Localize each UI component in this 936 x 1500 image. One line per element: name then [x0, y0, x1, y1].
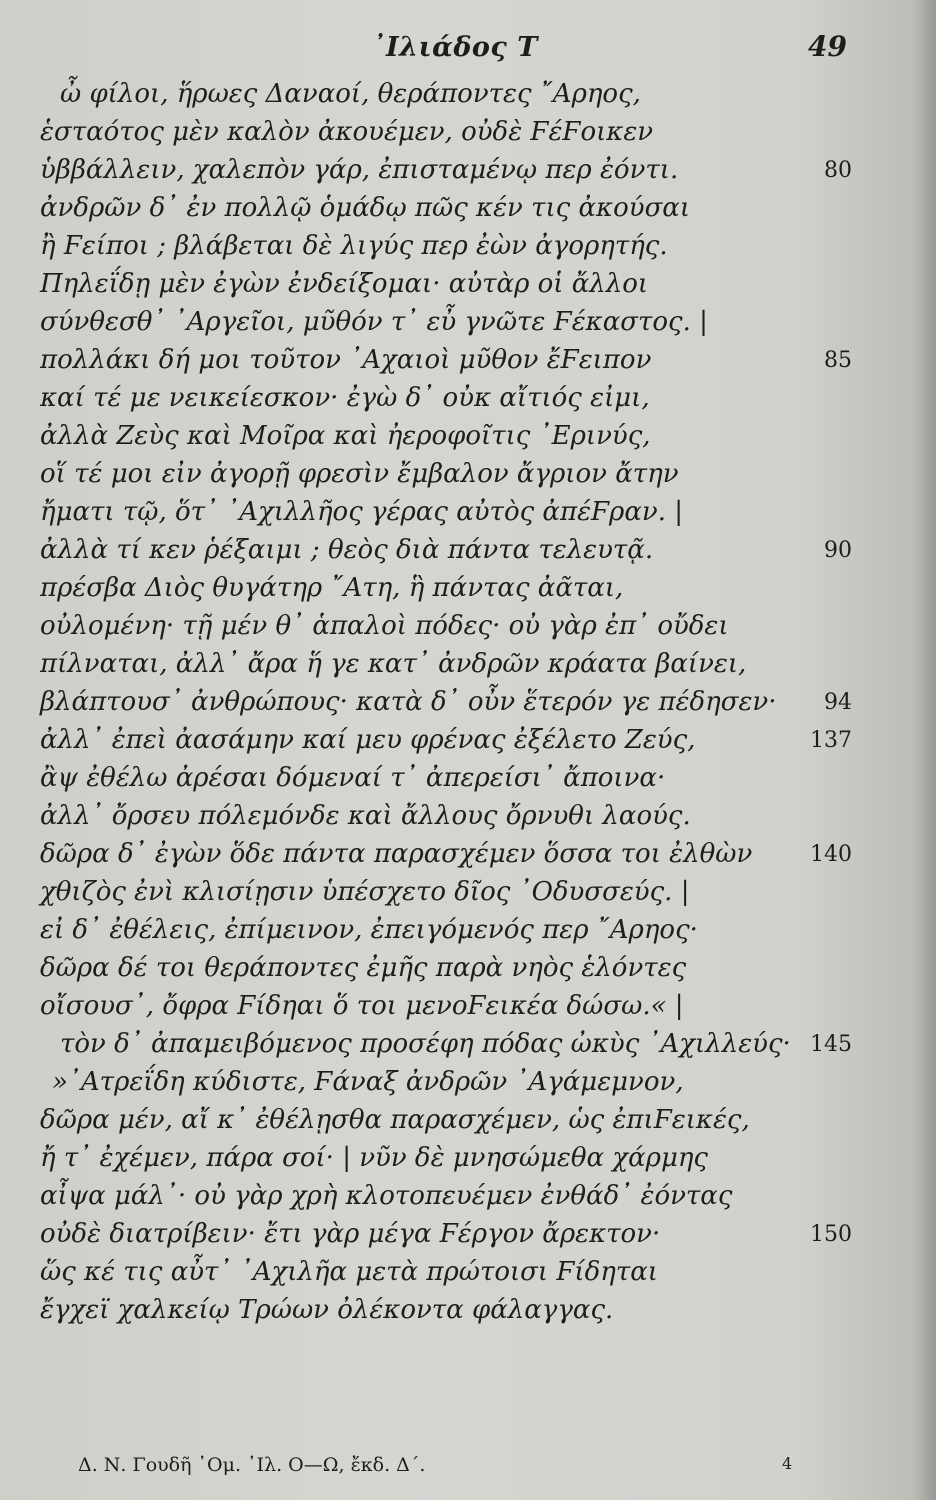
verse-text: καί τέ με νεικείεσκον· ἐγὼ δ᾿ οὐκ αἴτιός εἰμι, — [40, 383, 650, 413]
verse-text: σύνθεσθ᾿ ᾿Αργεῖοι, μῦθόν τ᾿ εὖ γνῶτε Ϝέκαστος. | — [40, 307, 708, 337]
verse-line — [0, 1138, 936, 1176]
verse-text: ἀλλὰ Ζεὺς καὶ Μοῖρα καὶ ἠεροφοῖτις ᾿Ερινύς, — [40, 421, 651, 451]
verse-text: ἑσταότος μὲν καλὸν ἀκουέμεν, οὐδὲ ϜέϜοικεν — [40, 117, 654, 147]
verse-text: οὐδὲ διατρίβειν· ἔτι γὰρ μέγα Ϝέργον ἄρεκτον· — [40, 1219, 661, 1249]
verse-line — [0, 150, 936, 188]
verse-line — [0, 796, 936, 834]
verse-line — [0, 302, 936, 340]
line-number: 90 — [824, 538, 852, 563]
line-number: 94 — [824, 690, 852, 715]
verse-line — [0, 568, 936, 606]
line-number: 85 — [824, 348, 852, 373]
verse-text: πίλναται, ἀλλ᾿ ἄρα ἥ γε κατ᾿ ἀνδρῶν κράατα βαίνει, — [40, 649, 747, 679]
verse-text: ἀλλ᾿ ὄρσευ πόλεμόνδε καὶ ἄλλους ὄρνυθι λαούς. — [40, 801, 691, 831]
verse-line — [0, 1214, 936, 1252]
running-head: ᾿Ιλιάδος Τ — [372, 32, 538, 63]
verse-text: ἢ Ϝείποι ; βλάβεται δὲ λιγύς περ ἐὼν ἀγορητής. — [40, 231, 668, 261]
verse-text: τὸν δ᾿ ἀπαμειβόμενος προσέφη πόδας ὠκὺς ᾿Αχιλλεύς· — [60, 1029, 791, 1059]
line-number: 140 — [810, 842, 852, 867]
footer-imprint: Δ. Ν. Γουδῆ ῾Ομ. ᾿Ιλ. Ο—Ω, ἔκδ. Δ΄. — [78, 1454, 426, 1476]
verse-text: δῶρα δ᾿ ἐγὼν ὅδε πάντα παρασχέμεν ὅσσα τοι ἐλθὼν — [40, 839, 753, 869]
verse-line — [0, 226, 936, 264]
verse-line — [0, 834, 936, 872]
verse-line — [0, 986, 936, 1024]
verse-line — [0, 910, 936, 948]
verse-text: οὐλομένη· τῇ μέν θ᾿ ἁπαλοὶ πόδες· οὐ γὰρ ἐπ᾿ οὔδει — [40, 611, 729, 641]
line-number: 137 — [810, 728, 852, 753]
verse-text: χθιζὸς ἐνὶ κλισίῃσιν ὑπέσχετο δῖος ᾿Οδυσσεύς. | — [40, 877, 690, 907]
verse-line — [0, 948, 936, 986]
page-header — [0, 28, 936, 68]
verse-line — [0, 264, 936, 302]
verse-line — [0, 720, 936, 758]
verse-text: ἔγχεϊ χαλκείῳ Τρώων ὀλέκοντα φάλαγγας. — [40, 1295, 614, 1325]
verse-text: »᾿Ατρεΐδη κύδιστε, Ϝάναξ ἀνδρῶν ᾿Αγάμεμνον, — [52, 1067, 684, 1097]
verse-text: ἀλλὰ τί κεν ῥέξαιμι ; θεὸς διὰ πάντα τελευτᾷ. — [40, 535, 654, 565]
verse-line — [0, 530, 936, 568]
verse-line — [0, 492, 936, 530]
verse-line — [0, 1176, 936, 1214]
verse-line — [0, 682, 936, 720]
verse-text: αἶψα μάλ᾿· οὐ γὰρ χρὴ κλοτοπευέμεν ἐνθάδ᾿ ἐόντας — [40, 1181, 733, 1211]
verse-line — [0, 1062, 936, 1100]
verse-line — [0, 644, 936, 682]
verse-text: ὑββάλλειν, χαλεπὸν γάρ, ἐπισταμένῳ περ ἐόντι. — [40, 155, 679, 185]
verse-line — [0, 1100, 936, 1138]
verse-text: πρέσβα Διὸς θυγάτηρ ῎Ατη, ἣ πάντας ἀᾶται, — [40, 573, 624, 603]
line-number: 150 — [810, 1222, 852, 1247]
verse-line — [0, 74, 936, 112]
verse-text: ὦ φίλοι, ἥρωες Δαναοί, θεράποντες ῎Αρηος, — [60, 79, 641, 109]
line-number: 80 — [824, 158, 852, 183]
verse-text: πολλάκι δή μοι τοῦτον ᾿Αχαιοὶ μῦθον ἔϜειπον — [40, 345, 652, 375]
page-number: 49 — [808, 30, 847, 63]
verse-line — [0, 758, 936, 796]
verse-text: ἂψ ἐθέλω ἀρέσαι δόμεναί τ᾿ ἀπερείσι᾿ ἄποινα· — [40, 763, 666, 793]
printer-signature: 4 — [782, 1454, 793, 1473]
verse-text: δῶρα δέ τοι θεράποντες ἐμῆς παρὰ νηὸς ἑλόντες — [40, 953, 687, 983]
verse-text: ὥς κέ τις αὖτ᾿ ᾿Αχιλῆα μετὰ πρώτοισι Ϝίδηται — [40, 1257, 658, 1287]
verse-line — [0, 872, 936, 910]
verse-text: ἤ τ᾿ ἐχέμεν, πάρα σοί· | νῦν δὲ μνησώμεθα χάρμης — [40, 1143, 708, 1173]
verse-text: βλάπτουσ᾿ ἀνθρώπους· κατὰ δ᾿ οὖν ἕτερόν γε πέδησεν· — [40, 687, 777, 717]
verse-text: δῶρα μέν, αἴ κ᾿ ἐθέλῃσθα παρασχέμεν, ὡς ἐπιϜεικές, — [40, 1105, 750, 1135]
verse-text: εἰ δ᾿ ἐθέλεις, ἐπίμεινον, ἐπειγόμενός περ ῎Αρηος· — [40, 915, 698, 945]
page-footer — [0, 1450, 936, 1486]
line-number: 145 — [810, 1032, 852, 1057]
verse-line — [0, 1252, 936, 1290]
verse-text: οἴσουσ᾿, ὄφρα Ϝίδηαι ὅ τοι μενοϜεικέα δώσω.« | — [40, 991, 684, 1021]
verse-line — [0, 112, 936, 150]
verse-line — [0, 378, 936, 416]
verse-line — [0, 1024, 936, 1062]
verse-line — [0, 454, 936, 492]
verse-line — [0, 188, 936, 226]
verse-text: οἵ τέ μοι εἰν ἀγορῇ φρεσὶν ἔμβαλον ἄγριον ἄτην — [40, 459, 679, 489]
verse-text: Πηλεΐδῃ μὲν ἐγὼν ἐνδείξομαι· αὐτὰρ οἱ ἄλλοι — [40, 269, 649, 299]
verse-text: ἀνδρῶν δ᾿ ἐν πολλῷ ὁμάδῳ πῶς κέν τις ἀκούσαι — [40, 193, 691, 223]
verse-line — [0, 416, 936, 454]
verse-block — [0, 74, 936, 1328]
verse-text: ἀλλ᾿ ἐπεὶ ἀασάμην καί μευ φρένας ἐξέλετο Ζεύς, — [40, 725, 696, 755]
verse-line — [0, 606, 936, 644]
verse-line — [0, 1290, 936, 1328]
verse-text: ἤματι τῷ, ὅτ᾿ ᾿Αχιλλῆος γέρας αὐτὸς ἀπέϜραν. | — [40, 497, 683, 527]
verse-line — [0, 340, 936, 378]
